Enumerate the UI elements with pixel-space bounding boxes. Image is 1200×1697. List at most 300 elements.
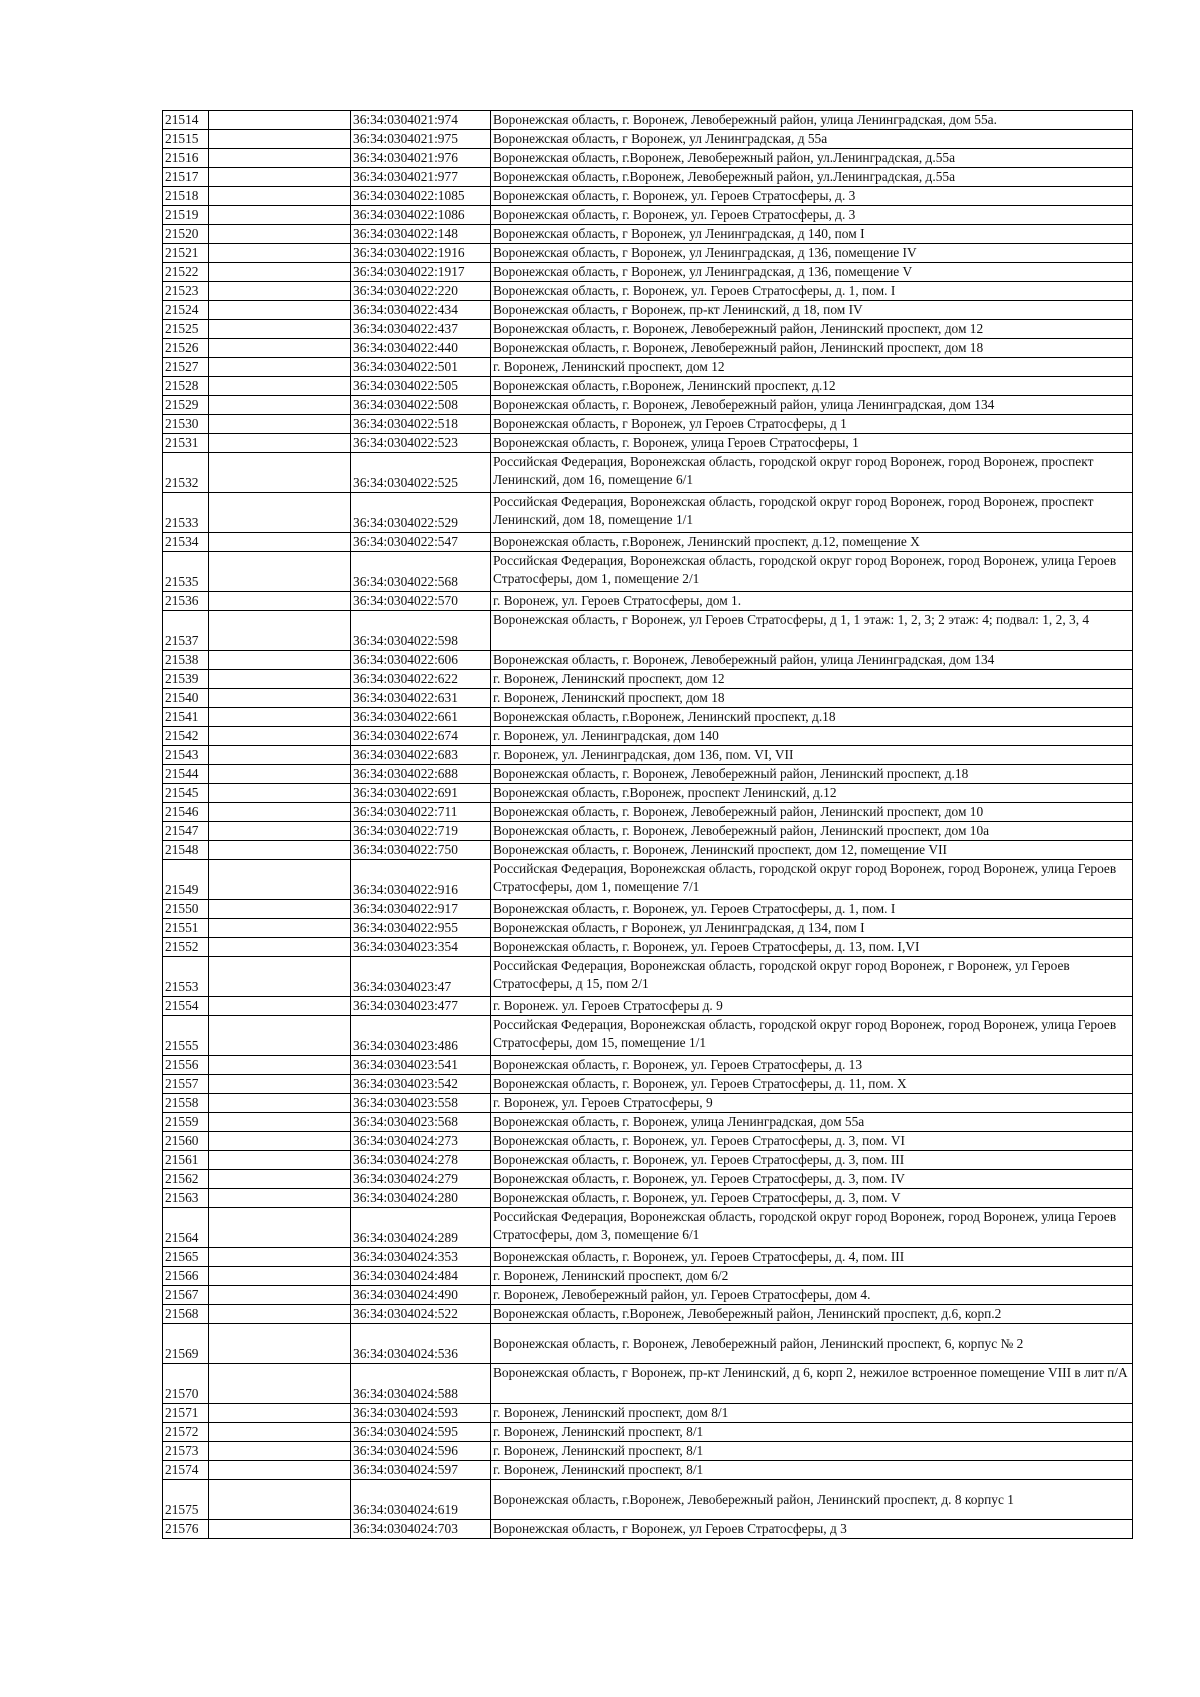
row-number-cell: 21573 <box>163 1442 209 1461</box>
cadastral-number-cell: 36:34:0304022:661 <box>351 708 491 727</box>
cadastral-number-cell: 36:34:0304022:917 <box>351 900 491 919</box>
address-cell: Воронежская область, г Воронеж, пр-кт Ленинский, д 18, пом IV <box>491 301 1133 320</box>
table-row <box>163 339 1133 358</box>
row-number-cell: 21515 <box>163 130 209 149</box>
cadastral-number-cell: 36:34:0304022:955 <box>351 919 491 938</box>
cadastral-number-cell: 36:34:0304021:975 <box>351 130 491 149</box>
address-cell: Воронежская область, г. Воронеж, ул. Героев Стратосферы, д. 3, пом. VI <box>491 1132 1133 1151</box>
table-row <box>163 860 1133 900</box>
cadastral-number-cell: 36:34:0304024:595 <box>351 1423 491 1442</box>
table-row <box>163 1442 1133 1461</box>
table-row <box>163 1364 1133 1404</box>
address-cell: Воронежская область, г. Воронеж, Левобережный район, Ленинский проспект, 6, корпус № 2 <box>491 1324 1133 1364</box>
empty-cell <box>209 1286 351 1305</box>
empty-cell <box>209 997 351 1016</box>
row-number-cell: 21563 <box>163 1189 209 1208</box>
address-cell: Воронежская область, г.Воронеж, Левобережный район, Ленинский проспект, д. 8 корпус 1 <box>491 1480 1133 1520</box>
address-cell: г. Воронеж, Ленинский проспект, дом 18 <box>491 689 1133 708</box>
cadastral-number-cell: 36:34:0304021:977 <box>351 168 491 187</box>
row-number-cell: 21518 <box>163 187 209 206</box>
address-cell: Воронежская область, г Воронеж, ул Ленинградская, д 136, помещение IV <box>491 244 1133 263</box>
cadastral-number-cell: 36:34:0304024:619 <box>351 1480 491 1520</box>
cadastral-number-cell: 36:34:0304024:280 <box>351 1189 491 1208</box>
empty-cell <box>209 358 351 377</box>
address-cell: Российская Федерация, Воронежская область, городской округ город Воронеж, город Воронеж, проспект Ленинский, дом 16, помещение 6/1 <box>491 453 1133 493</box>
address-cell: Воронежская область, г Воронеж, ул Героев Стратосферы, д 3 <box>491 1520 1133 1539</box>
cadastral-number-cell: 36:34:0304022:508 <box>351 396 491 415</box>
table-row <box>163 997 1133 1016</box>
empty-cell <box>209 533 351 552</box>
cadastral-number-cell: 36:34:0304024:593 <box>351 1404 491 1423</box>
table-row <box>163 149 1133 168</box>
empty-cell <box>209 1132 351 1151</box>
row-number-cell: 21547 <box>163 822 209 841</box>
row-number-cell: 21575 <box>163 1480 209 1520</box>
row-number-cell: 21538 <box>163 651 209 670</box>
address-cell: Воронежская область, г. Воронеж, улица Героев Стратосферы, 1 <box>491 434 1133 453</box>
address-cell: Воронежская область, г. Воронеж, Левобережный район, улица Ленинградская, дом 134 <box>491 396 1133 415</box>
empty-cell <box>209 900 351 919</box>
row-number-cell: 21571 <box>163 1404 209 1423</box>
table-row <box>163 552 1133 592</box>
address-cell: Российская Федерация, Воронежская область, городской округ город Воронеж, город Воронеж, улица Героев Стратосферы, дом 1, помещение 2/1 <box>491 552 1133 592</box>
address-cell: Воронежская область, г Воронеж, ул Ленинградская, д 134, пом I <box>491 919 1133 938</box>
empty-cell <box>209 841 351 860</box>
table-row <box>163 320 1133 339</box>
cadastral-number-cell: 36:34:0304024:289 <box>351 1208 491 1248</box>
row-number-cell: 21550 <box>163 900 209 919</box>
row-number-cell: 21568 <box>163 1305 209 1324</box>
row-number-cell: 21540 <box>163 689 209 708</box>
address-cell: Воронежская область, г. Воронеж, ул. Героев Стратосферы, д. 1, пом. I <box>491 282 1133 301</box>
address-cell: Воронежская область, г. Воронеж, ул. Героев Стратосферы, д. 13, пом. I,VI <box>491 938 1133 957</box>
empty-cell <box>209 765 351 784</box>
empty-cell <box>209 919 351 938</box>
cadastral-number-cell: 36:34:0304022:691 <box>351 784 491 803</box>
table-row <box>163 822 1133 841</box>
table-row <box>163 1461 1133 1480</box>
table-row <box>163 1094 1133 1113</box>
row-number-cell: 21522 <box>163 263 209 282</box>
row-number-cell: 21572 <box>163 1423 209 1442</box>
address-cell: Воронежская область, г Воронеж, ул Ленинградская, д 55а <box>491 130 1133 149</box>
empty-cell <box>209 784 351 803</box>
row-number-cell: 21543 <box>163 746 209 765</box>
table-row <box>163 244 1133 263</box>
row-number-cell: 21552 <box>163 938 209 957</box>
cadastral-number-cell: 36:34:0304023:558 <box>351 1094 491 1113</box>
table-row <box>163 765 1133 784</box>
table-row <box>163 803 1133 822</box>
address-cell: Воронежская область, г. Воронеж, ул. Героев Стратосферы, д. 1, пом. I <box>491 900 1133 919</box>
empty-cell <box>209 1461 351 1480</box>
address-cell: Воронежская область, г Воронеж, ул Героев Стратосферы, д 1, 1 этаж: 1, 2, 3; 2 этаж: 4; подвал: 1, 2, 3, 4 <box>491 611 1133 651</box>
row-number-cell: 21555 <box>163 1016 209 1056</box>
address-cell: Воронежская область, г. Воронеж, Левобережный район, Ленинский проспект, д.18 <box>491 765 1133 784</box>
cadastral-number-cell: 36:34:0304022:1085 <box>351 187 491 206</box>
row-number-cell: 21541 <box>163 708 209 727</box>
row-number-cell: 21514 <box>163 111 209 130</box>
empty-cell <box>209 552 351 592</box>
row-number-cell: 21516 <box>163 149 209 168</box>
row-number-cell: 21551 <box>163 919 209 938</box>
empty-cell <box>209 1075 351 1094</box>
table-row <box>163 1132 1133 1151</box>
address-cell: Российская Федерация, Воронежская область, городской округ город Воронеж, город Воронеж, улица Героев Стратосферы, дом 3, помещение 6/1 <box>491 1208 1133 1248</box>
row-number-cell: 21517 <box>163 168 209 187</box>
address-cell: г. Воронеж, ул. Ленинградская, дом 140 <box>491 727 1133 746</box>
cadastral-number-cell: 36:34:0304022:750 <box>351 841 491 860</box>
table-row <box>163 111 1133 130</box>
cadastral-number-cell: 36:34:0304023:354 <box>351 938 491 957</box>
address-cell: Воронежская область, г. Воронеж, Левобережный район, улица Ленинградская, дом 55а. <box>491 111 1133 130</box>
address-cell: Воронежская область, г. Воронеж, ул. Героев Стратосферы, д. 3 <box>491 206 1133 225</box>
row-number-cell: 21534 <box>163 533 209 552</box>
empty-cell <box>209 1248 351 1267</box>
empty-cell <box>209 130 351 149</box>
empty-cell <box>209 1480 351 1520</box>
cadastral-number-cell: 36:34:0304022:1086 <box>351 206 491 225</box>
cadastral-number-cell: 36:34:0304024:353 <box>351 1248 491 1267</box>
cadastral-number-cell: 36:34:0304022:529 <box>351 493 491 533</box>
address-cell: Российская Федерация, Воронежская область, городской округ город Воронеж, город Воронеж, проспект Ленинский, дом 18, помещение 1/1 <box>491 493 1133 533</box>
row-number-cell: 21549 <box>163 860 209 900</box>
row-number-cell: 21539 <box>163 670 209 689</box>
empty-cell <box>209 339 351 358</box>
row-number-cell: 21528 <box>163 377 209 396</box>
table-row <box>163 670 1133 689</box>
table-row <box>163 1286 1133 1305</box>
address-cell: г. Воронеж. ул. Героев Стратосферы д. 9 <box>491 997 1133 1016</box>
address-cell: г. Воронеж, Ленинский проспект, 8/1 <box>491 1442 1133 1461</box>
cadastral-number-cell: 36:34:0304024:588 <box>351 1364 491 1404</box>
address-cell: г. Воронеж, Ленинский проспект, дом 8/1 <box>491 1404 1133 1423</box>
address-cell: Воронежская область, г. Воронеж, Левобережный район, Ленинский проспект, дом 12 <box>491 320 1133 339</box>
cadastral-number-cell: 36:34:0304021:976 <box>351 149 491 168</box>
empty-cell <box>209 1113 351 1132</box>
registry-table-body <box>163 111 1133 1539</box>
address-cell: Российская Федерация, Воронежская область, городской округ город Воронеж, город Воронеж, улица Героев Стратосферы, дом 15, помещение 1/1 <box>491 1016 1133 1056</box>
table-row <box>163 453 1133 493</box>
table-row <box>163 396 1133 415</box>
empty-cell <box>209 320 351 339</box>
row-number-cell: 21574 <box>163 1461 209 1480</box>
empty-cell <box>209 803 351 822</box>
empty-cell <box>209 225 351 244</box>
empty-cell <box>209 1442 351 1461</box>
table-row <box>163 533 1133 552</box>
cadastral-number-cell: 36:34:0304022:220 <box>351 282 491 301</box>
empty-cell <box>209 206 351 225</box>
row-number-cell: 21527 <box>163 358 209 377</box>
empty-cell <box>209 493 351 533</box>
row-number-cell: 21561 <box>163 1151 209 1170</box>
empty-cell <box>209 1520 351 1539</box>
empty-cell <box>209 822 351 841</box>
table-row <box>163 1248 1133 1267</box>
address-cell: Воронежская область, г. Воронеж, ул. Героев Стратосферы, д. 13 <box>491 1056 1133 1075</box>
address-cell: Воронежская область, г.Воронеж, проспект Ленинский, д.12 <box>491 784 1133 803</box>
cadastral-number-cell: 36:34:0304022:606 <box>351 651 491 670</box>
cadastral-number-cell: 36:34:0304022:434 <box>351 301 491 320</box>
cadastral-number-cell: 36:34:0304024:279 <box>351 1170 491 1189</box>
table-row <box>163 727 1133 746</box>
table-row <box>163 1208 1133 1248</box>
empty-cell <box>209 1404 351 1423</box>
empty-cell <box>209 1267 351 1286</box>
row-number-cell: 21567 <box>163 1286 209 1305</box>
cadastral-number-cell: 36:34:0304023:542 <box>351 1075 491 1094</box>
cadastral-number-cell: 36:34:0304022:631 <box>351 689 491 708</box>
empty-cell <box>209 168 351 187</box>
cadastral-number-cell: 36:34:0304022:622 <box>351 670 491 689</box>
empty-cell <box>209 282 351 301</box>
address-cell: г. Воронеж, ул. Героев Стратосферы, дом 1. <box>491 592 1133 611</box>
row-number-cell: 21533 <box>163 493 209 533</box>
cadastral-number-cell: 36:34:0304022:916 <box>351 860 491 900</box>
address-cell: Воронежская область, г. Воронеж, ул. Героев Стратосферы, д. 3, пом. IV <box>491 1170 1133 1189</box>
cadastral-number-cell: 36:34:0304022:568 <box>351 552 491 592</box>
table-row <box>163 187 1133 206</box>
cadastral-number-cell: 36:34:0304022:437 <box>351 320 491 339</box>
cadastral-number-cell: 36:34:0304023:568 <box>351 1113 491 1132</box>
table-row <box>163 1170 1133 1189</box>
cadastral-number-cell: 36:34:0304022:688 <box>351 765 491 784</box>
empty-cell <box>209 1208 351 1248</box>
cadastral-number-cell: 36:34:0304022:501 <box>351 358 491 377</box>
empty-cell <box>209 957 351 997</box>
address-cell: г. Воронеж, Ленинский проспект, 8/1 <box>491 1423 1133 1442</box>
table-row <box>163 957 1133 997</box>
empty-cell <box>209 301 351 320</box>
table-row <box>163 1189 1133 1208</box>
address-cell: Воронежская область, г.Воронеж, Левобережный район, Ленинский проспект, д.6, корп.2 <box>491 1305 1133 1324</box>
table-row <box>163 1305 1133 1324</box>
address-cell: Воронежская область, г Воронеж, ул Ленинградская, д 136, помещение V <box>491 263 1133 282</box>
cadastral-number-cell: 36:34:0304022:683 <box>351 746 491 765</box>
empty-cell <box>209 1056 351 1075</box>
address-cell: Воронежская область, г Воронеж, пр-кт Ленинский, д 6, корп 2, нежилое встроенное помещение VIII в лит п/А <box>491 1364 1133 1404</box>
cadastral-number-cell: 36:34:0304022:523 <box>351 434 491 453</box>
row-number-cell: 21557 <box>163 1075 209 1094</box>
cadastral-number-cell: 36:34:0304022:598 <box>351 611 491 651</box>
table-row <box>163 263 1133 282</box>
table-row <box>163 689 1133 708</box>
table-row <box>163 900 1133 919</box>
table-row <box>163 784 1133 803</box>
address-cell: Воронежская область, г Воронеж, ул Ленинградская, д 140, пом I <box>491 225 1133 244</box>
empty-cell <box>209 1170 351 1189</box>
row-number-cell: 21564 <box>163 1208 209 1248</box>
registry-table <box>162 110 1133 1539</box>
empty-cell <box>209 1189 351 1208</box>
cadastral-number-cell: 36:34:0304022:1917 <box>351 263 491 282</box>
empty-cell <box>209 708 351 727</box>
row-number-cell: 21560 <box>163 1132 209 1151</box>
address-cell: Воронежская область, г.Воронеж, Левобережный район, ул.Ленинградская, д.55а <box>491 149 1133 168</box>
row-number-cell: 21570 <box>163 1364 209 1404</box>
row-number-cell: 21536 <box>163 592 209 611</box>
table-row <box>163 415 1133 434</box>
table-row <box>163 1016 1133 1056</box>
cadastral-number-cell: 36:34:0304023:541 <box>351 1056 491 1075</box>
empty-cell <box>209 1364 351 1404</box>
address-cell: Воронежская область, г. Воронеж, улица Ленинградская, дом 55а <box>491 1113 1133 1132</box>
row-number-cell: 21542 <box>163 727 209 746</box>
table-row <box>163 1423 1133 1442</box>
cadastral-number-cell: 36:34:0304022:547 <box>351 533 491 552</box>
address-cell: Воронежская область, г. Воронеж, ул. Героев Стратосферы, д. 3, пом. III <box>491 1151 1133 1170</box>
table-row <box>163 708 1133 727</box>
cadastral-number-cell: 36:34:0304024:278 <box>351 1151 491 1170</box>
empty-cell <box>209 938 351 957</box>
empty-cell <box>209 860 351 900</box>
address-cell: Воронежская область, г. Воронеж, ул. Героев Стратосферы, д. 11, пом. X <box>491 1075 1133 1094</box>
empty-cell <box>209 396 351 415</box>
empty-cell <box>209 727 351 746</box>
row-number-cell: 21532 <box>163 453 209 493</box>
address-cell: Воронежская область, г.Воронеж, Ленинский проспект, д.12, помещение X <box>491 533 1133 552</box>
row-number-cell: 21519 <box>163 206 209 225</box>
row-number-cell: 21553 <box>163 957 209 997</box>
table-row <box>163 1267 1133 1286</box>
cadastral-number-cell: 36:34:0304022:525 <box>351 453 491 493</box>
cadastral-number-cell: 36:34:0304024:522 <box>351 1305 491 1324</box>
empty-cell <box>209 434 351 453</box>
row-number-cell: 21525 <box>163 320 209 339</box>
table-row <box>163 282 1133 301</box>
row-number-cell: 21569 <box>163 1324 209 1364</box>
cadastral-number-cell: 36:34:0304024:490 <box>351 1286 491 1305</box>
address-cell: Воронежская область, г. Воронеж, Левобережный район, улица Ленинградская, дом 134 <box>491 651 1133 670</box>
table-row <box>163 1075 1133 1094</box>
address-cell: Воронежская область, г.Воронеж, Ленинский проспект, д.12 <box>491 377 1133 396</box>
address-cell: г. Воронеж, ул. Героев Стратосферы, 9 <box>491 1094 1133 1113</box>
table-row <box>163 651 1133 670</box>
registry-page <box>162 110 1132 1539</box>
table-row <box>163 1151 1133 1170</box>
cadastral-number-cell: 36:34:0304022:570 <box>351 592 491 611</box>
empty-cell <box>209 1151 351 1170</box>
row-number-cell: 21559 <box>163 1113 209 1132</box>
cadastral-number-cell: 36:34:0304023:486 <box>351 1016 491 1056</box>
row-number-cell: 21548 <box>163 841 209 860</box>
empty-cell <box>209 651 351 670</box>
table-row <box>163 225 1133 244</box>
row-number-cell: 21529 <box>163 396 209 415</box>
address-cell: Воронежская область, г. Воронеж, Левобережный район, Ленинский проспект, дом 10 <box>491 803 1133 822</box>
empty-cell <box>209 611 351 651</box>
table-row <box>163 358 1133 377</box>
table-row <box>163 1404 1133 1423</box>
empty-cell <box>209 149 351 168</box>
empty-cell <box>209 244 351 263</box>
cadastral-number-cell: 36:34:0304024:273 <box>351 1132 491 1151</box>
table-row <box>163 206 1133 225</box>
cadastral-number-cell: 36:34:0304022:440 <box>351 339 491 358</box>
row-number-cell: 21576 <box>163 1520 209 1539</box>
row-number-cell: 21530 <box>163 415 209 434</box>
empty-cell <box>209 377 351 396</box>
row-number-cell: 21558 <box>163 1094 209 1113</box>
address-cell: г. Воронеж, Ленинский проспект, 8/1 <box>491 1461 1133 1480</box>
row-number-cell: 21544 <box>163 765 209 784</box>
table-row <box>163 301 1133 320</box>
row-number-cell: 21531 <box>163 434 209 453</box>
address-cell: Воронежская область, г. Воронеж, Левобережный район, Ленинский проспект, дом 10а <box>491 822 1133 841</box>
row-number-cell: 21535 <box>163 552 209 592</box>
address-cell: г. Воронеж, Левобережный район, ул. Героев Стратосферы, дом 4. <box>491 1286 1133 1305</box>
row-number-cell: 21566 <box>163 1267 209 1286</box>
address-cell: г. Воронеж, Ленинский проспект, дом 6/2 <box>491 1267 1133 1286</box>
table-row <box>163 1056 1133 1075</box>
table-row <box>163 1113 1133 1132</box>
empty-cell <box>209 689 351 708</box>
cadastral-number-cell: 36:34:0304022:1916 <box>351 244 491 263</box>
row-number-cell: 21545 <box>163 784 209 803</box>
table-row <box>163 592 1133 611</box>
table-row <box>163 1520 1133 1539</box>
empty-cell <box>209 1305 351 1324</box>
empty-cell <box>209 1423 351 1442</box>
address-cell: Воронежская область, г. Воронеж, ул. Героев Стратосферы, д. 4, пом. III <box>491 1248 1133 1267</box>
empty-cell <box>209 592 351 611</box>
cadastral-number-cell: 36:34:0304023:47 <box>351 957 491 997</box>
empty-cell <box>209 1016 351 1056</box>
cadastral-number-cell: 36:34:0304022:719 <box>351 822 491 841</box>
row-number-cell: 21554 <box>163 997 209 1016</box>
empty-cell <box>209 453 351 493</box>
address-cell: Воронежская область, г. Воронеж, Ленинский проспект, дом 12, помещение VII <box>491 841 1133 860</box>
empty-cell <box>209 746 351 765</box>
cadastral-number-cell: 36:34:0304023:477 <box>351 997 491 1016</box>
address-cell: Воронежская область, г. Воронеж, Левобережный район, Ленинский проспект, дом 18 <box>491 339 1133 358</box>
cadastral-number-cell: 36:34:0304024:703 <box>351 1520 491 1539</box>
table-row <box>163 611 1133 651</box>
empty-cell <box>209 1094 351 1113</box>
cadastral-number-cell: 36:34:0304024:536 <box>351 1324 491 1364</box>
cadastral-number-cell: 36:34:0304022:148 <box>351 225 491 244</box>
table-row <box>163 1324 1133 1364</box>
table-row <box>163 434 1133 453</box>
empty-cell <box>209 670 351 689</box>
row-number-cell: 21537 <box>163 611 209 651</box>
row-number-cell: 21556 <box>163 1056 209 1075</box>
table-row <box>163 746 1133 765</box>
table-row <box>163 841 1133 860</box>
address-cell: Воронежская область, г. Воронеж, ул. Героев Стратосферы, д. 3, пом. V <box>491 1189 1133 1208</box>
empty-cell <box>209 1324 351 1364</box>
row-number-cell: 21526 <box>163 339 209 358</box>
row-number-cell: 21524 <box>163 301 209 320</box>
address-cell: Российская Федерация, Воронежская область, городской округ город Воронеж, город Воронеж, улица Героев Стратосферы, дом 1, помещение 7/1 <box>491 860 1133 900</box>
address-cell: Воронежская область, г. Воронеж, ул. Героев Стратосферы, д. 3 <box>491 187 1133 206</box>
address-cell: Воронежская область, г.Воронеж, Ленинский проспект, д.18 <box>491 708 1133 727</box>
table-row <box>163 130 1133 149</box>
empty-cell <box>209 111 351 130</box>
row-number-cell: 21521 <box>163 244 209 263</box>
cadastral-number-cell: 36:34:0304021:974 <box>351 111 491 130</box>
empty-cell <box>209 415 351 434</box>
address-cell: г. Воронеж, Ленинский проспект, дом 12 <box>491 670 1133 689</box>
table-row <box>163 919 1133 938</box>
empty-cell <box>209 263 351 282</box>
row-number-cell: 21562 <box>163 1170 209 1189</box>
cadastral-number-cell: 36:34:0304024:484 <box>351 1267 491 1286</box>
table-row <box>163 493 1133 533</box>
address-cell: Российская Федерация, Воронежская область, городской округ город Воронеж, г Воронеж, ул Героев Стратосферы, д 15, пом 2/1 <box>491 957 1133 997</box>
cadastral-number-cell: 36:34:0304022:674 <box>351 727 491 746</box>
